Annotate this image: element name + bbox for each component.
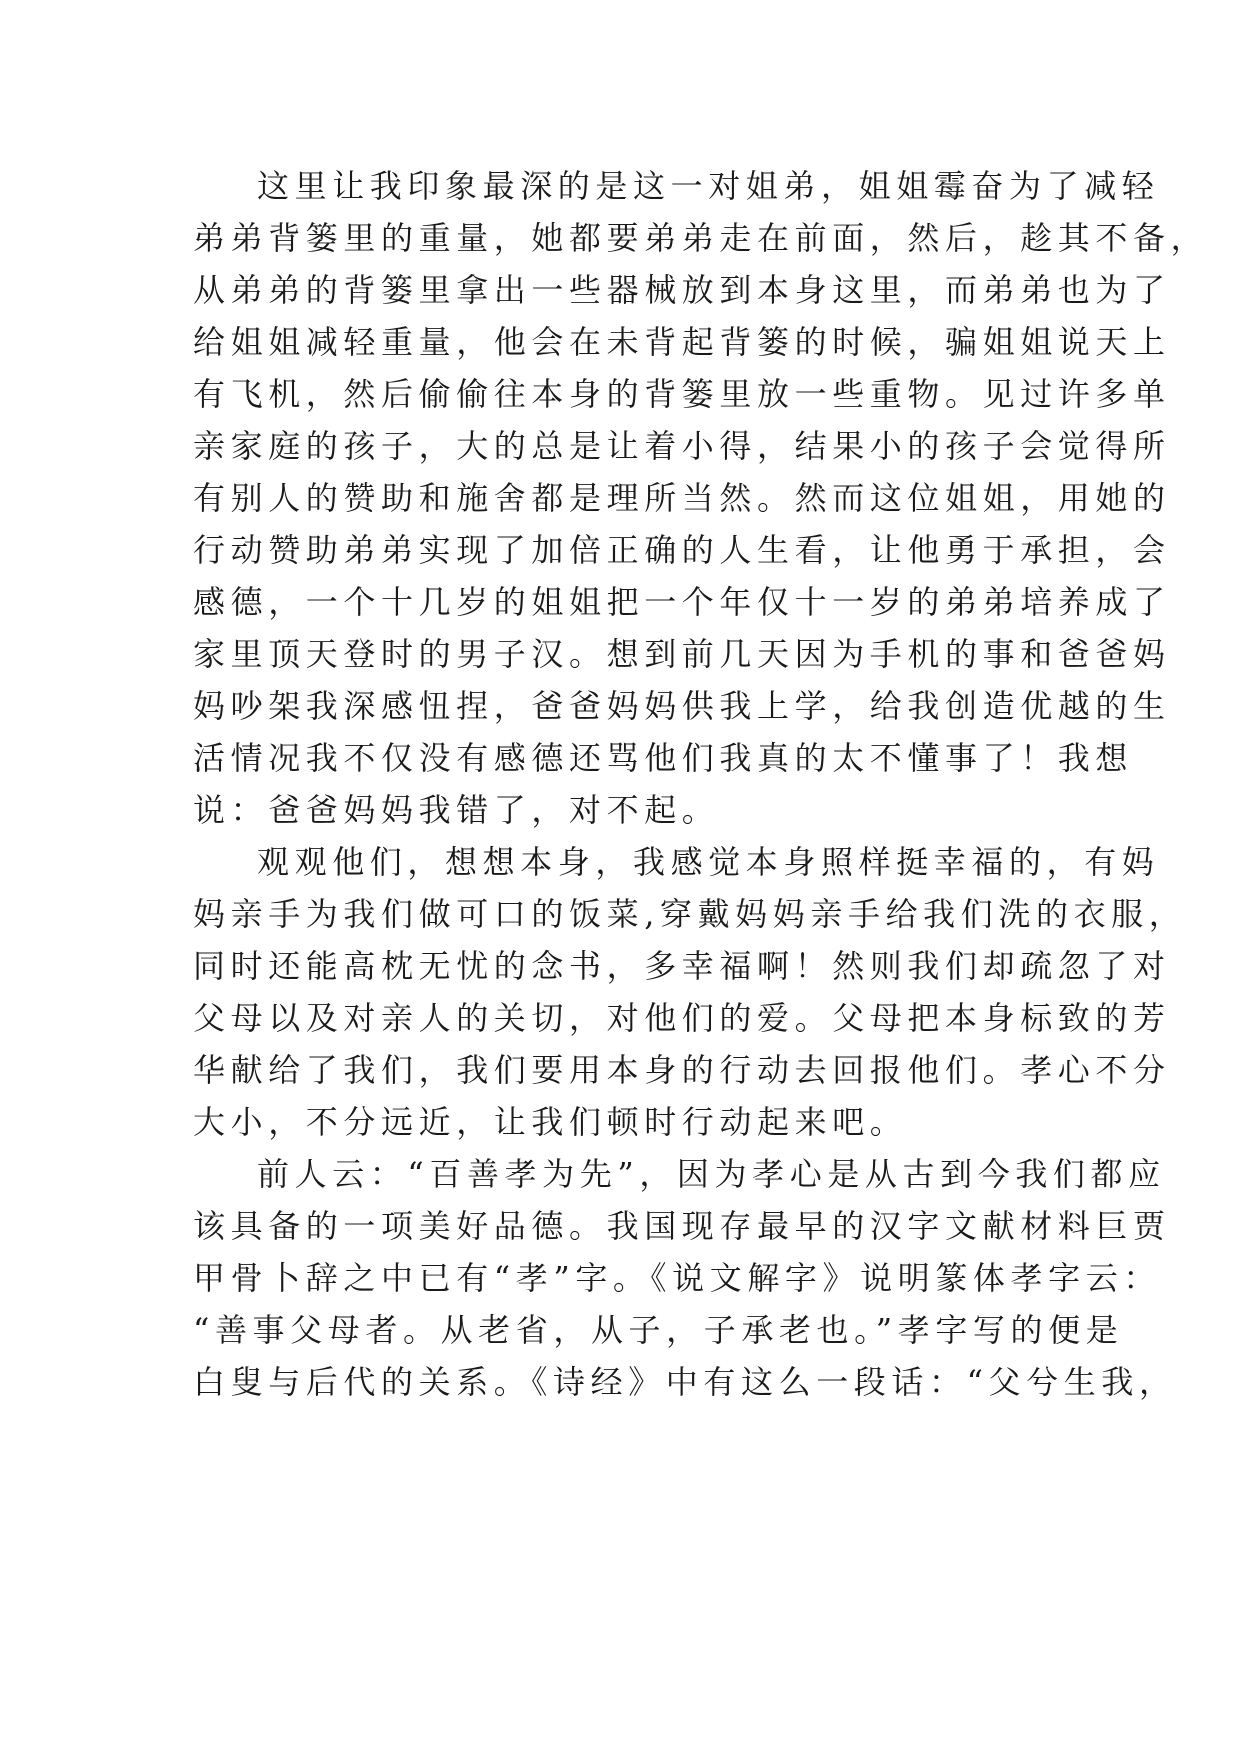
text-line: 华献给了我们，我们要用本身的行动去回报他们。孝心不分 — [193, 1051, 1171, 1089]
text-line: 大小，不分远近，让我们顿时行动起来吧。 — [193, 1103, 908, 1141]
text-line: 从弟弟的背篓里拿出一些器械放到本身这里，而弟弟也为了 — [193, 271, 1171, 309]
text-line: 该具备的一项美好品德。我国现存最早的汉字文献材料巨贾 — [193, 1207, 1171, 1245]
text-line: 感德，一个十几岁的姐姐把一个年仅十一岁的弟弟培养成了 — [193, 583, 1171, 621]
text-line: 观观他们，想想本身，我感觉本身照样挺幸福的，有妈 — [257, 843, 1160, 881]
text-line: 家里顶天登时的男子汉。想到前几天因为手机的事和爸爸妈 — [193, 635, 1171, 673]
text-line: 活情况我不仅没有感德还骂他们我真的太不懂事了！我想 — [193, 739, 1134, 777]
text-line: 这里让我印象最深的是这一对姐弟，姐姐霉奋为了减轻 — [257, 167, 1160, 205]
text-line: 给姐姐减轻重量，他会在未背起背篓的时候，骗姐姐说天上 — [193, 323, 1171, 361]
text-line: “善事父母者。从老省，从子，子承老也。”孝字写的便是 — [193, 1311, 1124, 1349]
text-line: 弟弟背篓里的重量，她都要弟弟走在前面，然后，趁其不备， — [193, 219, 1209, 257]
text-line: 同时还能高枕无忧的念书，多幸福啊！然则我们却疏忽了对 — [193, 947, 1171, 985]
text-line: 白叟与后代的关系。《诗经》中有这么一段话：“父兮生我， — [193, 1363, 1177, 1401]
text-line: 妈吵架我深感忸捏，爸爸妈妈供我上学，给我创造优越的生 — [193, 687, 1171, 725]
text-line: 亲家庭的孩子，大的总是让着小得，结果小的孩子会觉得所 — [193, 427, 1171, 465]
text-line: 父母以及对亲人的关切，对他们的爱。父母把本身标致的芳 — [193, 999, 1171, 1037]
text-line: 甲骨卜辞之中已有“孝”字。《说文解字》说明篆体孝字云： — [193, 1259, 1161, 1297]
text-line: 有飞机，然后偷偷往本身的背篓里放一些重物。见过许多单 — [193, 375, 1171, 413]
text-line: 妈亲手为我们做可口的饭菜,穿戴妈妈亲手给我们洗的衣服， — [193, 895, 1187, 933]
text-line: 有别人的赞助和施舍都是理所当然。然而这位姐姐，用她的 — [193, 479, 1171, 517]
text-line: 行动赞助弟弟实现了加倍正确的人生看，让他勇于承担，会 — [193, 531, 1171, 569]
text-line: 说：爸爸妈妈我错了，对不起。 — [193, 791, 720, 829]
text-line: 前人云：“百善孝为先”，因为孝心是从古到今我们都应 — [257, 1155, 1166, 1193]
